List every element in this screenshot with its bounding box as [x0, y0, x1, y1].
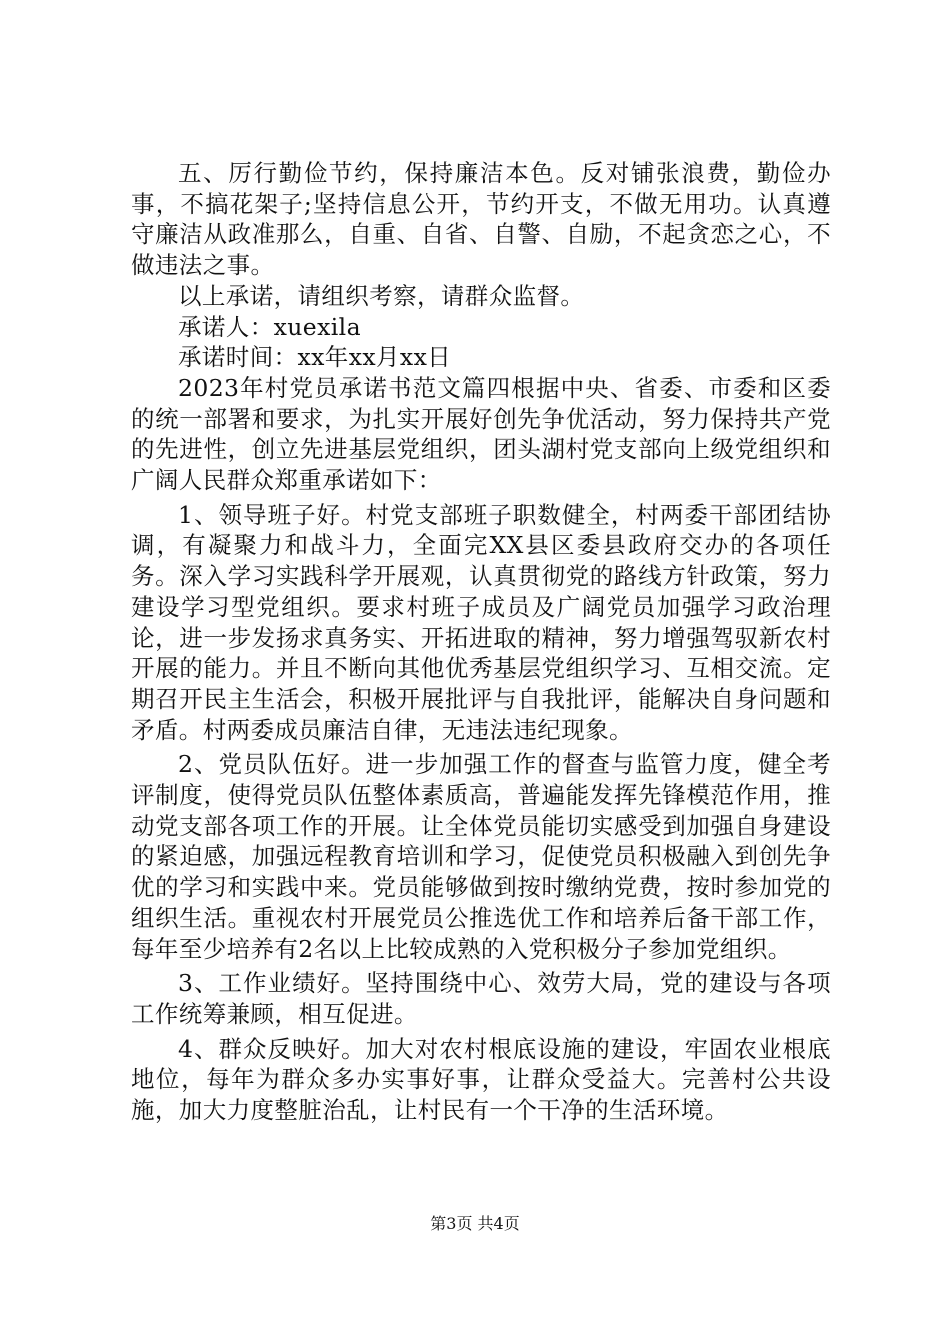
paragraph-supervision: 以上承诺，请组织考察，请群众监督。: [178, 281, 585, 310]
paragraph-article-four-intro: 2023年村党员承诺书范文篇四根据中央、省委、市委和区委的统一部署和要求，为扎实开展好创先争优活动，努力保持共产党的先进性，创立先进基层党组织，团头湖村党支部向上级党组织和广阔人民群众郑重承诺如下：: [131, 373, 831, 495]
paragraph-work-performance: 3、工作业绩好。坚持围绕中心、效劳大局，党的建设与各项工作统筹兼顾，相互促进。: [131, 969, 831, 1028]
paragraph-frugality: 五、厉行勤俭节约，保持廉洁本色。反对铺张浪费，勤俭办事，不搞花架子;坚持信息公开，节约开支，不做无用功。认真遵守廉洁从政准那么，自重、自省、自警、自励，不起贪恋之心，不做违法之事。: [131, 159, 831, 280]
document-body: [131, 158, 831, 1126]
page-footer: 第3页 共4页: [430, 1214, 520, 1233]
paragraph-leadership: 1、领导班子好。村党支部班子职数健全，村两委干部团结协调，有凝聚力和战斗力，全面完XX县区委县政府交办的各项任务。深入学习实践科学开展观，认真贯彻党的路线方针政策，努力建设学习型党组织。要求村班子成员及广阔党员加强学习政治理论，进一步发扬求真务实、开拓进取的精神，努力增强驾驭新农村开展的能力。并且不断向其他优秀基层党组织学习、互相交流。定期召开民主生活会，积极开展批评与自我批评，能解决自身问题和矛盾。村两委成员廉洁自律，无违法违纪现象。: [131, 500, 831, 744]
paragraph-promisor: 承诺人：xuexila: [178, 312, 361, 341]
paragraph-party-members: 2、党员队伍好。进一步加强工作的督查与监管力度，健全考评制度，使得党员队伍整体素质高，普遍能发挥先锋模范作用，推动党支部各项工作的开展。让全体党员能切实感受到加强自身建设的紧迫感，加强远程教育培训和学习，促使党员积极融入到创先争优的学习和实践中来。党员能够做到按时缴纳党费，按时参加党的组织生活。重视农村开展党员公推选优工作和培养后备干部工作，每年至少培养有2名以上比较成熟的入党积极分子参加党组织。: [131, 750, 831, 963]
paragraph-promise-date: 承诺时间：xx年xx月xx日: [178, 343, 452, 372]
paragraph-public-feedback: 4、群众反映好。加大对农村根底设施的建设，牢固农业根底地位，每年为群众多办实事好事，让群众受益大。完善村公共设施，加大力度整脏治乱，让村民有一个干净的生活环境。: [131, 1034, 831, 1125]
